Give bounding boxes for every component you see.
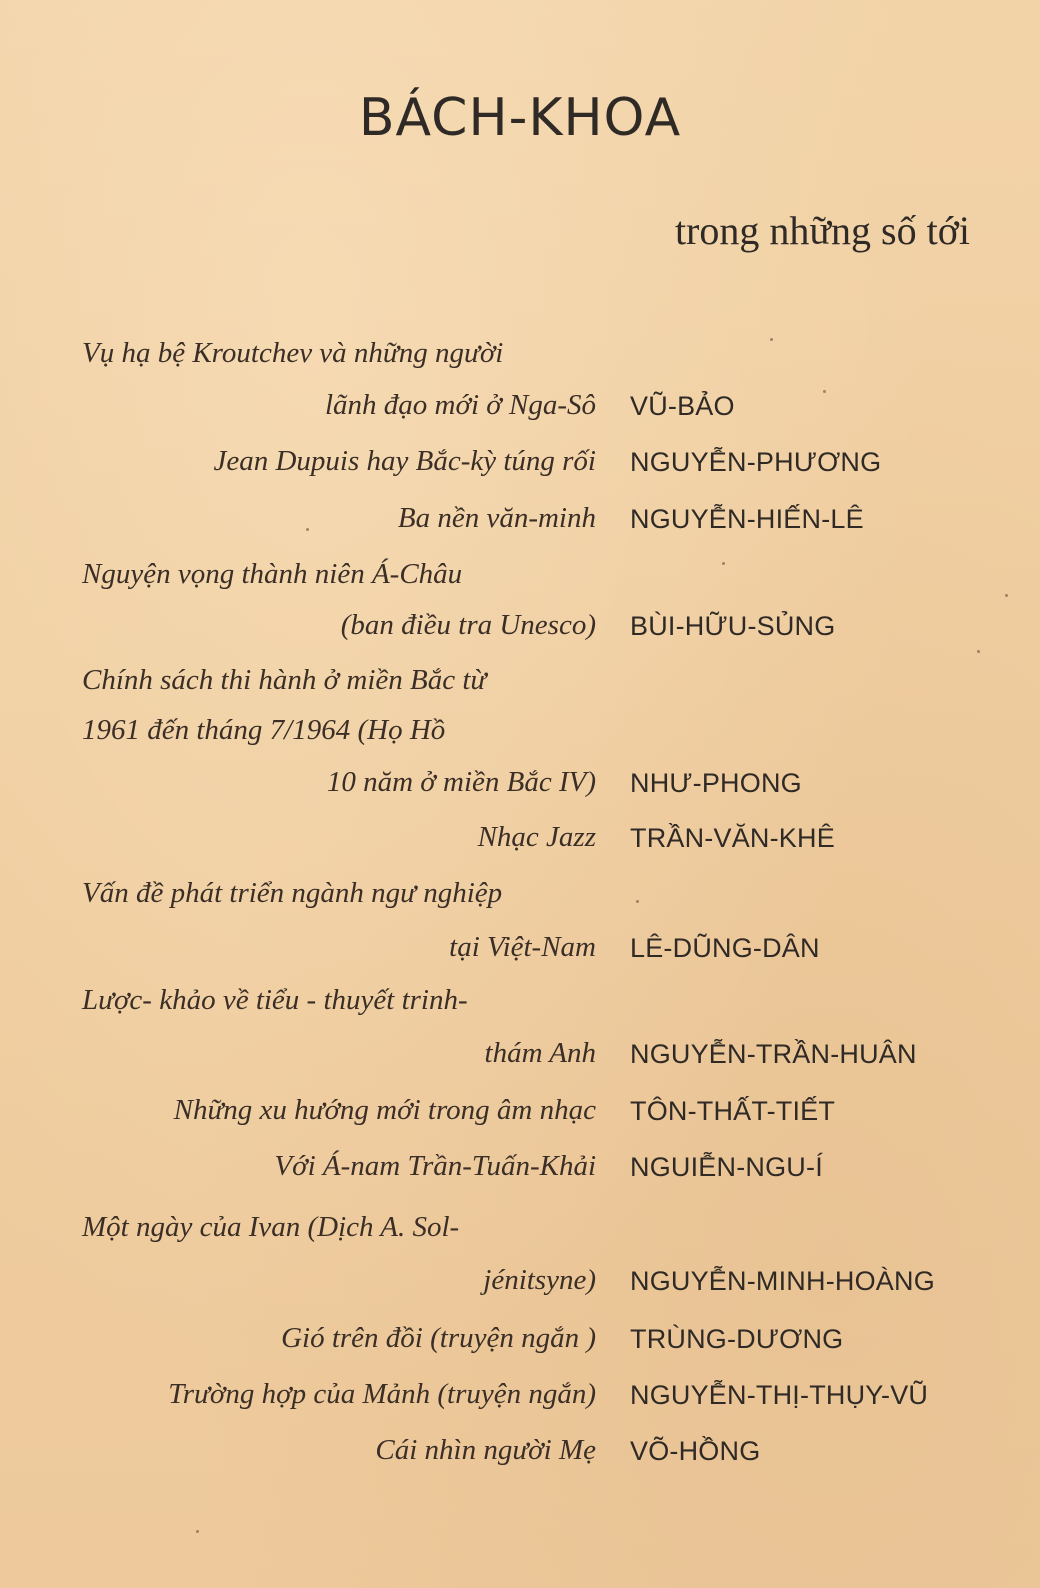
entry-title-line: 10 năm ở miền Bắc IV) — [326, 766, 596, 798]
entry-author: NGUYỄN-TRẦN-HUÂN — [630, 1039, 917, 1069]
subtitle: trong những số tới — [674, 208, 970, 253]
paper-speck — [196, 1530, 199, 1533]
entry-author: BÙI-HỮU-SỦNG — [630, 611, 836, 641]
entry-title-line: Lược- khảo về tiểu - thuyết trinh- — [82, 984, 468, 1016]
paper-speck — [823, 390, 826, 393]
entry-title-line: Jean Dupuis hay Bắc-kỳ túng rối — [213, 445, 596, 477]
entry-author: TRẦN-VĂN-KHÊ — [630, 823, 835, 853]
paper-speck — [1005, 594, 1008, 597]
paper-speck — [636, 900, 639, 903]
masthead-title: BÁCH-KHOA — [358, 88, 682, 148]
entry-title-line: (ban điều tra Unesco) — [340, 609, 596, 641]
entry-title-line: Trường hợp của Mảnh (truyện ngắn) — [168, 1378, 596, 1410]
entry-author: NGUYỄN-PHƯƠNG — [630, 447, 882, 477]
entry-title-line: tại Việt-Nam — [449, 931, 596, 963]
entry-title-line: Nhạc Jazz — [477, 821, 596, 853]
entry-title-line: lãnh đạo mới ở Nga-Sô — [324, 389, 596, 421]
entry-title-line: Vụ hạ bệ Kroutchev và những người — [82, 337, 504, 369]
entry-author: VŨ-BẢO — [630, 391, 735, 421]
entry-author: NGUYỄN-HIẾN-LÊ — [630, 504, 864, 534]
paper-speck — [306, 528, 309, 531]
entry-title-line: Chính sách thi hành ở miền Bắc từ — [82, 664, 487, 696]
entry-title-line: Gió trên đồi (truyện ngắn ) — [281, 1322, 596, 1354]
entry-title-line: Những xu hướng mới trong âm nhạc — [173, 1094, 596, 1126]
entry-author: NHƯ-PHONG — [630, 768, 802, 798]
entry-author: NGUIỄN-NGU-Í — [630, 1152, 823, 1182]
entry-title-line: Cái nhìn người Mẹ — [375, 1434, 596, 1466]
entry-title-line: jénitsyne) — [483, 1264, 596, 1296]
entry-title-line: Vấn đề phát triển ngành ngư nghiệp — [82, 877, 503, 909]
paper-speck — [770, 338, 773, 341]
entry-author: TRÙNG-DƯƠNG — [630, 1324, 844, 1354]
entry-author: NGUYỄN-MINH-HOÀNG — [630, 1266, 935, 1296]
paper-speck — [977, 650, 980, 653]
entry-author: NGUYỄN-THỊ-THỤY-VŨ — [630, 1380, 929, 1410]
entry-author: LÊ-DŨNG-DÂN — [630, 933, 820, 963]
paper-speck — [722, 562, 725, 565]
entry-author: VÕ-HỒNG — [630, 1436, 761, 1466]
entry-title-line: thám Anh — [484, 1037, 596, 1069]
entry-title-line: Nguyện vọng thành niên Á-Châu — [82, 558, 463, 590]
entry-title-line: Một ngày của Ivan (Dịch A. Sol- — [82, 1211, 460, 1243]
entry-title-line: Với Á-nam Trần-Tuấn-Khải — [274, 1150, 596, 1182]
entry-author: TÔN-THẤT-TIẾT — [630, 1096, 836, 1126]
entry-title-line: Ba nền văn-minh — [397, 502, 596, 534]
entry-title-line: 1961 đến tháng 7/1964 (Họ Hồ — [82, 714, 446, 746]
